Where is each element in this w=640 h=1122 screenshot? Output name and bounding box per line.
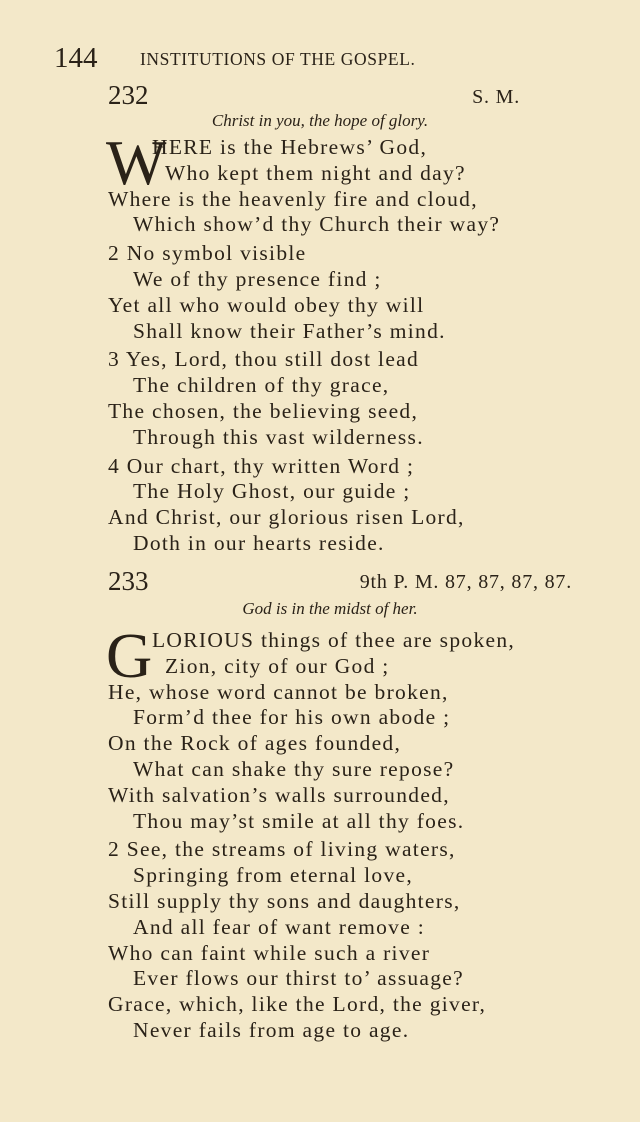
- hymn-meter: S. M.: [472, 86, 520, 108]
- verse-line: Springing from eternal love,: [133, 863, 414, 888]
- verse-line: Still supply thy sons and daughters,: [108, 888, 461, 913]
- hymn-subtitle: God is in the midst of her.: [242, 599, 418, 618]
- verse-line: On the Rock of ages founded,: [108, 731, 402, 756]
- verse-line: Shall know their Father’s mind.: [133, 318, 446, 343]
- verse-line: Who kept them night and day?: [165, 160, 466, 185]
- hymn-verses: [106, 127, 608, 557]
- verse-line: The chosen, the believing seed,: [108, 398, 419, 423]
- verse-line: Zion, city of our God ;: [165, 653, 390, 678]
- verse-line: The Holy Ghost, our guide ;: [133, 479, 411, 504]
- verse-line: The children of thy grace,: [133, 373, 390, 398]
- verse-line: Form’d thee for his own abode ;: [133, 705, 451, 730]
- verse-line: With salvation’s walls surrounded,: [108, 782, 450, 807]
- verse-line: Thou may’st smile at all thy foes.: [133, 808, 465, 833]
- stanza: [106, 620, 608, 834]
- stanza: [108, 454, 608, 557]
- verse-line: 2 No symbol visible: [108, 241, 307, 266]
- verse-line: Where is the heavenly fire and cloud,: [108, 186, 478, 211]
- hymn-meter: 9th P. M. 87, 87, 87, 87.: [359, 571, 572, 593]
- stanza: [106, 127, 608, 238]
- verse-line: HERE is the Hebrews’ God,: [152, 135, 428, 159]
- hymn-number: 232: [108, 80, 149, 110]
- drop-cap: W: [106, 127, 167, 198]
- stanza: [108, 347, 608, 450]
- verse-line: 4 Our chart, thy written Word ;: [108, 453, 415, 478]
- verse-line: Yet all who would obey thy will: [108, 292, 425, 317]
- verse-line: Who can faint while such a river: [108, 940, 431, 965]
- drop-cap: G: [106, 620, 153, 691]
- stanza: [108, 837, 608, 1043]
- verse-line: Never fails from age to age.: [133, 1017, 410, 1042]
- verse-line: Doth in our hearts reside.: [133, 530, 385, 555]
- verse-line: And all fear of want remove :: [133, 914, 426, 939]
- verse-line: What can shake thy sure repose?: [133, 756, 455, 781]
- verse-line: He, whose word cannot be broken,: [108, 679, 449, 704]
- page-number: 144: [54, 42, 98, 74]
- hymn-verses: [106, 620, 608, 1044]
- hymn-number: 233: [108, 566, 149, 596]
- stanza: [108, 241, 608, 344]
- verse-line: And Christ, our glorious risen Lord,: [108, 505, 465, 530]
- verse-line: Ever flows our thirst to’ assuage?: [133, 966, 464, 991]
- verse-line: 2 See, the streams of living waters,: [108, 837, 456, 862]
- verse-line: 3 Yes, Lord, thou still dost lead: [108, 347, 420, 372]
- verse-line: Grace, which, like the Lord, the giver,: [108, 992, 487, 1017]
- running-title: INSTITUTIONS OF THE GOSPEL.: [140, 49, 416, 69]
- hymn-subtitle: Christ in you, the hope of glory.: [211, 111, 429, 130]
- verse-line: We of thy presence find ;: [133, 266, 382, 291]
- verse-line: Through this vast wilderness.: [133, 424, 424, 449]
- verse-line: Which show’d thy Church their way?: [133, 212, 501, 237]
- verse-line: LORIOUS things of thee are spoken,: [152, 628, 516, 652]
